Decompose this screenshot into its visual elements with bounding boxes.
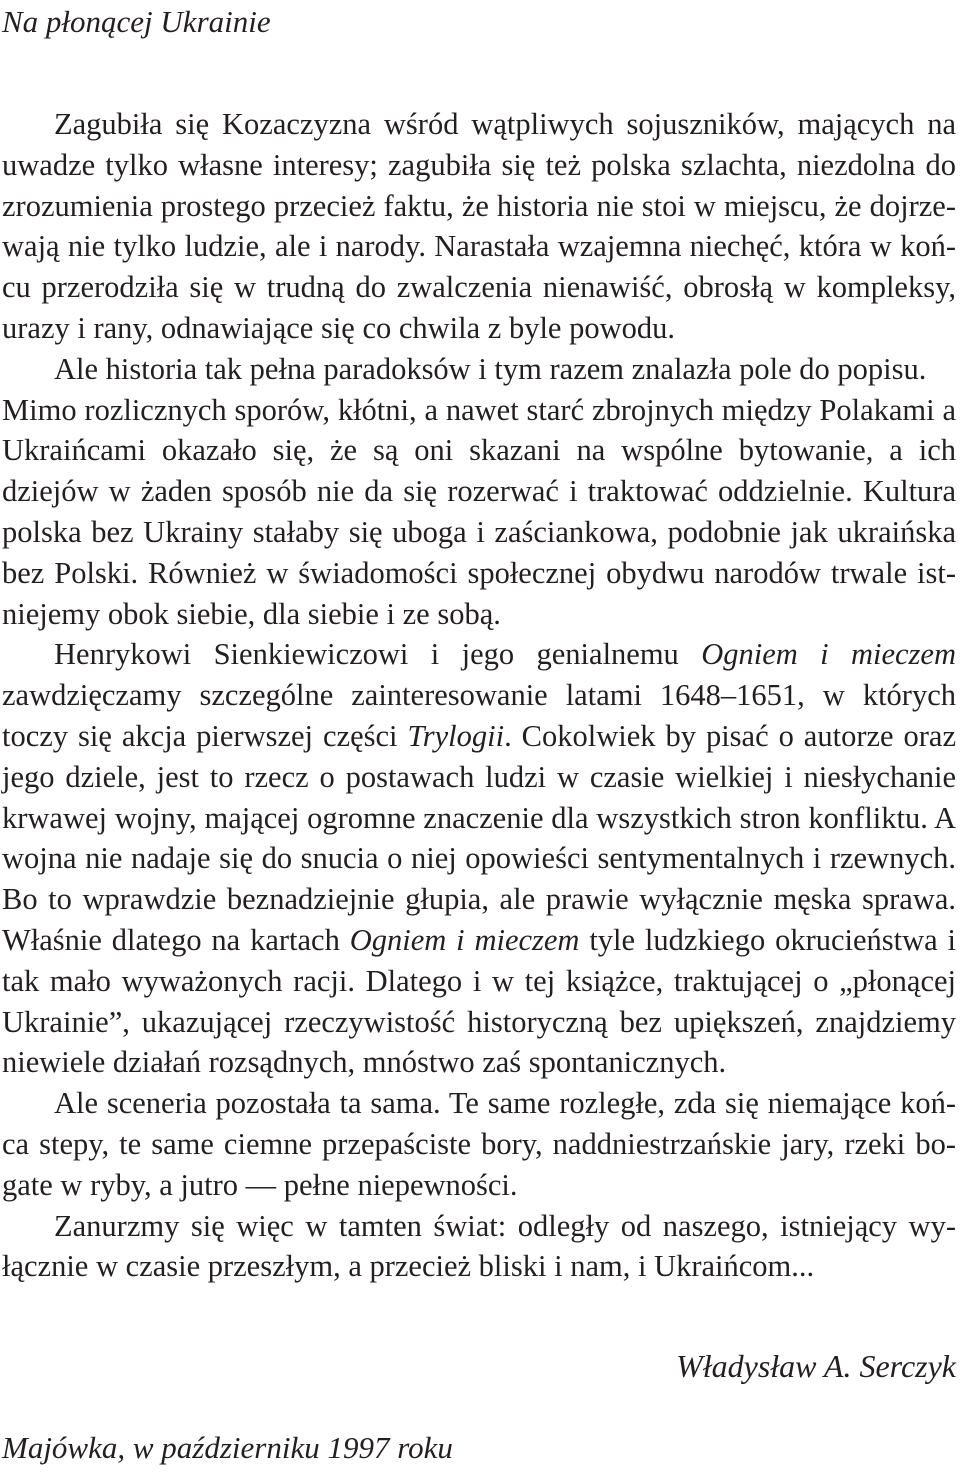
paragraph — [2, 634, 956, 1083]
text-run: tyle ludzkiego okrucieństwa i tak mało wyważonych racji. Dlatego i w tej książce, traktującej o „płonącej Ukrainie”, ukazującej rzeczywistość historyczną bez upiększeń, znajdziemy niewiele działań rozsądnych, mnóstwo zaś spontanicznych. — [2, 922, 957, 1080]
text-run: Zagubiła się Kozaczyzna wśród wątpliwych sojuszników, mających na uwadze tylko własne interesy; zagubiła się też polska szlachta, niezdolna do zrozumienia prostego przecież faktu, że historia nie stoi w miejscu, że dojrzewają nie tylko ludzie, ale i narody. Narastała wzajemna niechęć, która w końcu przerodziła się w trudną do zwalczenia nienawiść, obrosłą w kompleksy, urazy i rany, odnawiające się co chwila z byle powodu. — [2, 107, 956, 345]
paragraph — [2, 390, 956, 635]
text-run: Mimo rozlicznych sporów, kłótni, a nawet starć zbrojnych między Polakami a Ukraińcami okazało się, że są oni skazani na wspólne bytowanie, a ich dziejów w żaden sposób nie da się rozerwać i traktować oddzielnie. Kultura polska bez Ukrainy stałaby się uboga i zaściankowa, podobnie jak ukraińska bez Polski. Również w świadomości społecznej obydwu narodów trwale istniejemy obok siebie, dla siebie i ze sobą. — [2, 392, 956, 631]
paragraph — [2, 1206, 956, 1288]
text-run: Ale sceneria pozostała ta sama. Te same rozległe, zda się niemające końca stepy, te same ciemne przepaściste bory, naddniestrzańskie jary, rzeki bogate w ryby, a jutro — pełne niepewności. — [2, 1086, 956, 1202]
italic-title: Ogniem i mieczem — [701, 637, 956, 672]
text-run: . Cokolwiek by pisać o autorze oraz jego dziele, jest to rzecz o postawach ludzi w czasie wielkiej i niesłychanie krwawej wojny, mającej ogromne znaczenie dla wszystkich stron konfliktu. A wojna nie nadaje się do snucia o niej opowieści sentymentalnych i rzewnych. Bo to wprawdzie beznadziejnie głupia, ale prawie wyłącznie męska sprawa. Właśnie dlatego na kartach — [2, 718, 957, 957]
italic-title: Trylogii — [407, 718, 505, 753]
paragraph — [2, 1083, 956, 1205]
running-head: Na płonącej Ukrainie — [2, 4, 271, 39]
text-run: Henrykowi Sienkiewiczowi i jego genialnemu — [54, 637, 702, 672]
paragraph — [2, 349, 956, 390]
body-text — [2, 104, 956, 1287]
text-run: Ale historia tak pełna paradoksów i tym razem znalazła pole do popisu. — [54, 351, 927, 386]
author-signature: Władysław A. Serczyk — [676, 1348, 956, 1384]
place-and-date: Majówka, w październiku 1997 roku — [2, 1430, 453, 1465]
text-run: zawdzięczamy szczególne zainteresowanie latami 1648–1651, w których toczy się akcja pierwszej części — [2, 678, 956, 753]
text-run: Zanurzmy się więc w tamten świat: odległy od naszego, istniejący wyłącznie w czasie przeszłym, a przecież bliski i nam, i Ukraińcom... — [2, 1208, 956, 1284]
paragraph — [2, 104, 956, 349]
italic-title: Ogniem i mieczem — [349, 922, 580, 957]
